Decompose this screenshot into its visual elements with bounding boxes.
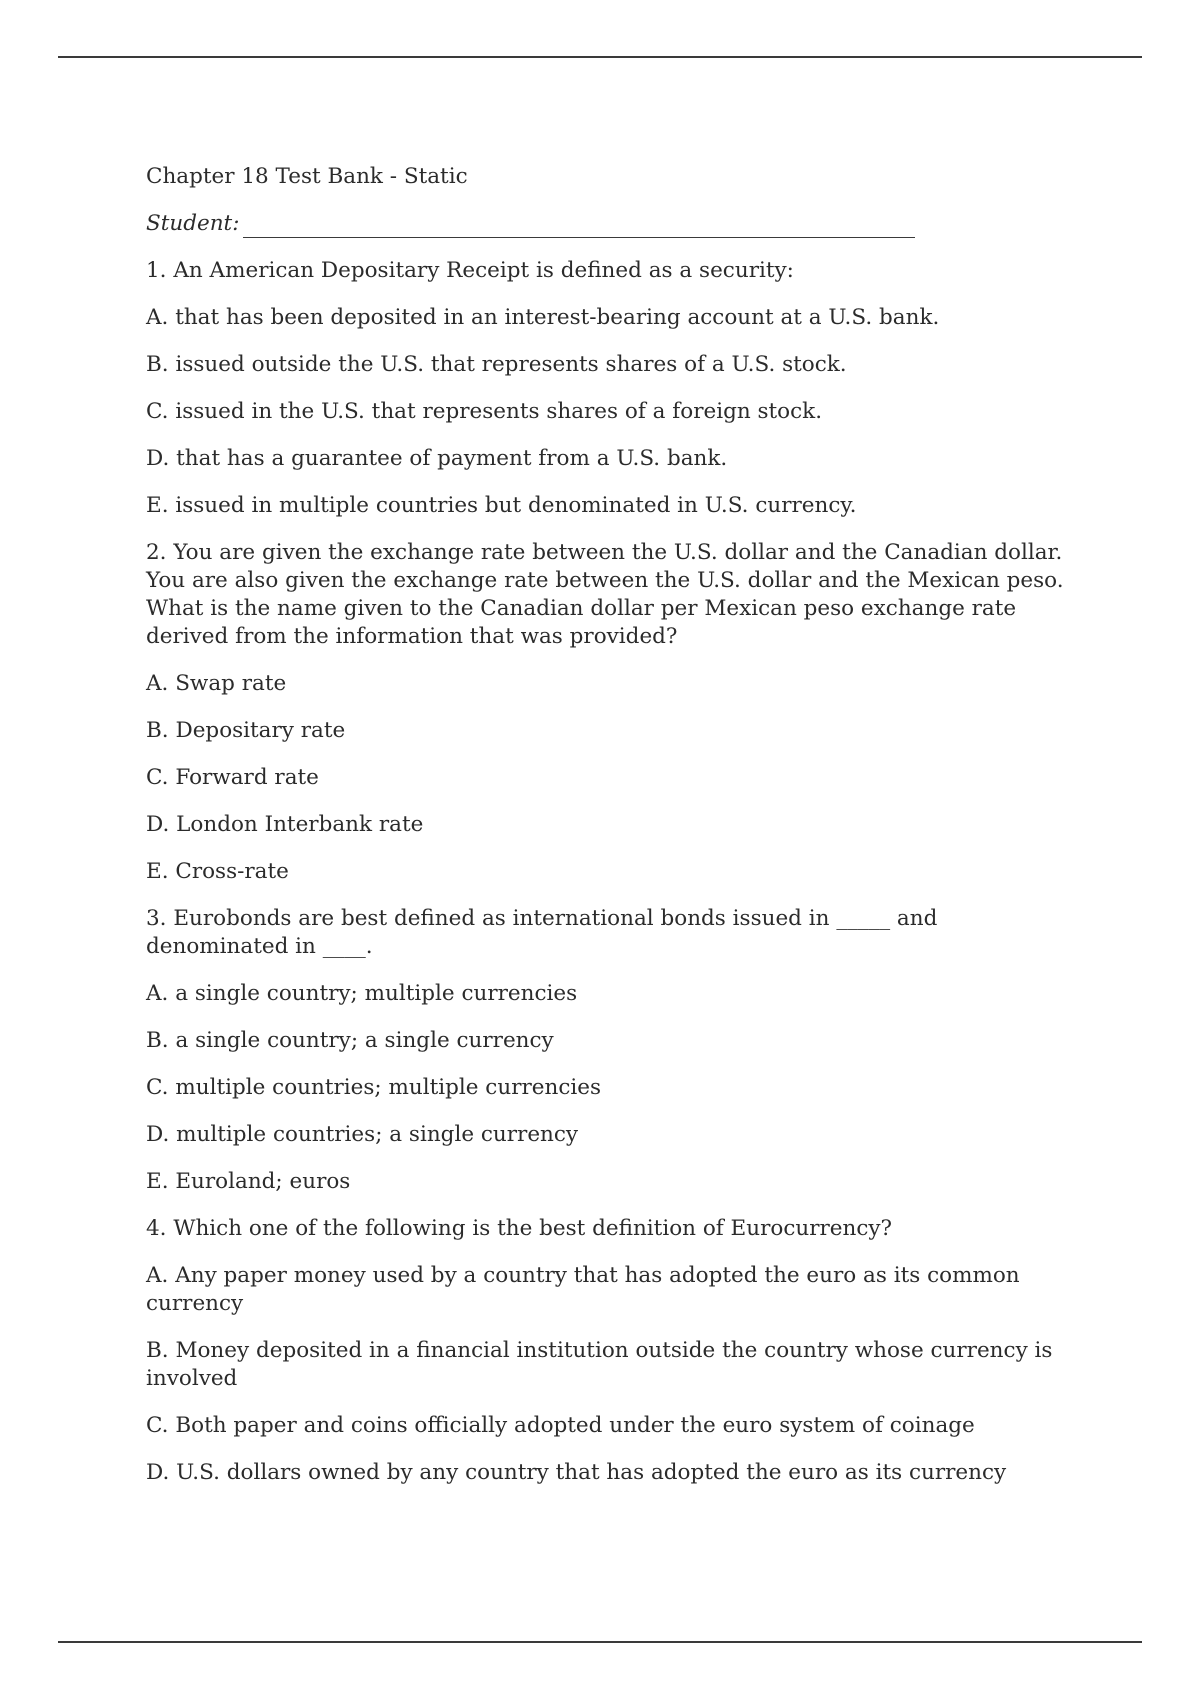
question-3-text: 3. Eurobonds are best defined as international bonds issued in _____ and denominated in ____.: [146, 906, 938, 959]
question-2-option-b: B. Depositary rate: [146, 718, 346, 743]
question-3-option-e: E. Euroland; euros: [146, 1169, 351, 1194]
question-3-option-d: D. multiple countries; a single currency: [146, 1122, 579, 1147]
document-title: Chapter 18 Test Bank - Static: [146, 164, 468, 189]
question-1-option-d: D. that has a guarantee of payment from a U.S. bank.: [146, 446, 728, 471]
student-name-blank: [243, 217, 915, 238]
question-1-option-a: A. that has been deposited in an interest-bearing account at a U.S. bank.: [146, 305, 940, 330]
question-2-text: 2. You are given the exchange rate between the U.S. dollar and the Canadian dollar. You are also given the exchange rate between the U.S. dollar and the Mexican peso. What is the name given to the Canadian dollar per Mexican peso exchange rate derived from the information that was provided?: [146, 540, 1064, 649]
student-name-line: [146, 210, 1086, 238]
question-3-option-b: B. a single country; a single currency: [146, 1028, 554, 1053]
question-2-option-e: E. Cross-rate: [146, 859, 289, 884]
question-2-option-d: D. London Interbank rate: [146, 812, 424, 837]
question-2-option-c: C. Forward rate: [146, 765, 319, 790]
question-4-option-c: C. Both paper and coins officially adopted under the euro system of coinage: [146, 1413, 975, 1438]
question-1-option-b: B. issued outside the U.S. that represents shares of a U.S. stock.: [146, 352, 847, 377]
question-4-option-d: D. U.S. dollars owned by any country that has adopted the euro as its currency: [146, 1460, 1007, 1485]
question-1-text: 1. An American Depositary Receipt is defined as a security:: [146, 258, 794, 283]
student-label: Student:: [146, 211, 240, 236]
question-2-option-a: A. Swap rate: [146, 671, 287, 696]
question-1-option-c: C. issued in the U.S. that represents shares of a foreign stock.: [146, 399, 823, 424]
question-4-text: 4. Which one of the following is the best definition of Eurocurrency?: [146, 1216, 893, 1241]
test-bank-page: [146, 163, 1086, 1506]
question-4-option-b: B. Money deposited in a financial institution outside the country whose currency is involved: [146, 1338, 1053, 1391]
question-3-option-c: C. multiple countries; multiple currencies: [146, 1075, 601, 1100]
question-4-option-a: A. Any paper money used by a country that has adopted the euro as its common currency: [146, 1263, 1020, 1316]
question-1-option-e: E. issued in multiple countries but denominated in U.S. currency.: [146, 493, 857, 518]
header-rule: [58, 56, 1142, 58]
footer-rule: [58, 1641, 1142, 1643]
question-3-option-a: A. a single country; multiple currencies: [146, 981, 578, 1006]
